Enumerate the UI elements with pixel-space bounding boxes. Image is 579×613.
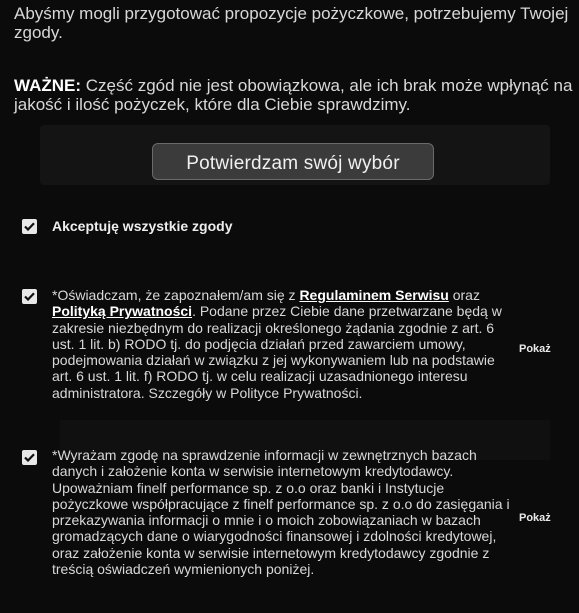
warning-body: Część zgód nie jest obowiązkowa, ale ich brak może wpłynąć na jakość i ilość pożyczek, które dla Ciebie sprawdzimy. (14, 76, 573, 114)
consent-terms-text (52, 287, 514, 401)
consent-database-checkbox[interactable] (22, 450, 37, 465)
checkmark-icon (24, 222, 35, 231)
consent-terms-text-start: *Oświadczam, że zapoznałem/am się z (52, 287, 300, 303)
show-consent-database-link[interactable]: Pokaż (519, 512, 551, 524)
show-consent-terms-link[interactable]: Pokaż (519, 343, 551, 355)
consent-terms-text-end: . Podane przez Ciebie dane przetwarzane będą w zakresie niezbędnym do realizacji określonego żądania zgodnie z art. 6 ust. 1 lit. b) RODO tj. do podjęcia działań przed zawarciem umowy, podejmowania działań w związku z jej wykonywaniem lub na podstawie art. 6 ust. 1 lit. f) RODO tj. w celu realizacji uzasadnionego interesu administratora. Szczegóły w Polityce Prywatności. (52, 303, 502, 401)
accept-all-checkbox[interactable] (22, 219, 37, 234)
privacy-policy-link[interactable]: Polityką Prywatności (52, 303, 193, 320)
checkmark-icon (24, 453, 35, 462)
consent-database-text: *Wyrażam zgodę na sprawdzenie informacji w zewnętrznych bazach danych i założenie konta w serwisie internetowym kredytodawcy. Upoważniam finelf performance sp. z o.o oraz banki i Instytucje pożyczkowe współpracujące z finelf performance sp. z o.o do zasięgania i przekazywania informacji o mnie i o moich zobowiązaniach w bazach gromadzących dane o wiarygodności finansowej i zdolności kredytowej, oraz założenie konta w serwisie internetowym kredytodawcy zgodnie z treścią oświadczeń wymienionych poniżej. (52, 447, 510, 578)
terms-link[interactable]: Regulaminem Serwisu (299, 287, 449, 303)
consent-terms-checkbox[interactable] (22, 289, 37, 304)
accept-all-label: Akceptuję wszystkie zgody (52, 218, 233, 234)
checkmark-icon (24, 292, 35, 301)
intro-text: Abyśmy mogli przygotować propozycje pożyczkowe, potrzebujemy Twojej zgody. (14, 4, 569, 42)
confirm-choice-button[interactable]: Potwierdzam swój wybór (152, 143, 434, 180)
consent-terms-text-mid: oraz (448, 287, 480, 303)
warning-text (14, 76, 574, 114)
warning-label: WAŻNE: (14, 76, 82, 95)
